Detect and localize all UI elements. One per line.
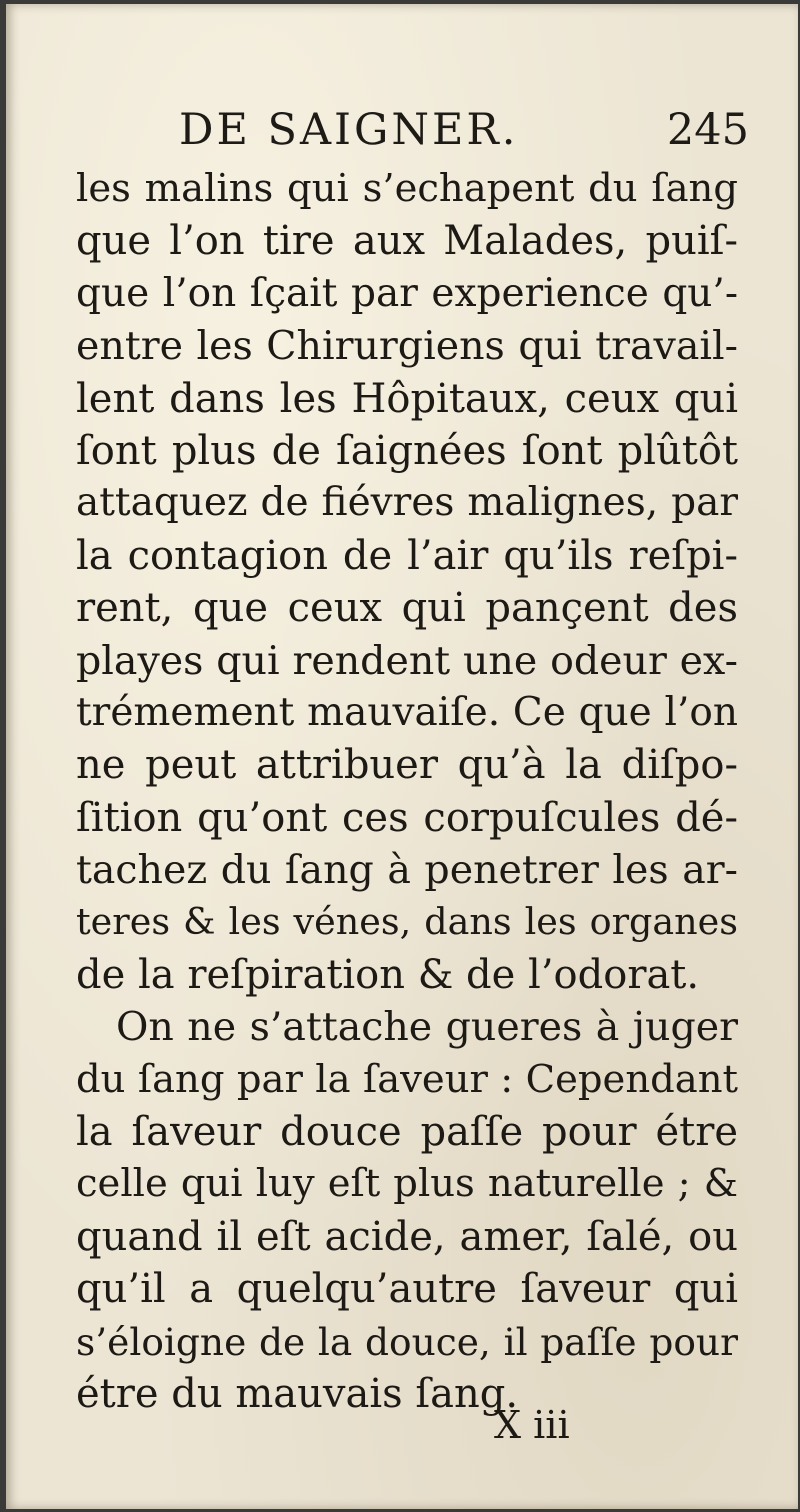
text-line: On ne s’attache gueres à juger: [116, 1004, 738, 1051]
text-line: celle qui luy eſt plus naturelle ; &: [76, 1161, 738, 1207]
text-line: trémement mauvaiſe. Ce que l’on: [76, 689, 738, 735]
text-line: que l’on tire aux Malades, puiſ-: [76, 218, 738, 265]
text-line: du ſang par la ſaveur : Cependant: [76, 1056, 738, 1102]
running-head-title: DE SAIGNER.: [179, 105, 519, 155]
text-line: playes qui rendent une odeur ex-: [76, 637, 738, 684]
text-line: étre du mauvais ſang.: [76, 1370, 519, 1417]
body-text: [76, 163, 738, 1420]
text-line: les malins qui s’echapent du ſang: [76, 166, 738, 211]
text-line: ne peut attribuer qu’à la diſpo-: [76, 742, 738, 789]
text-line: entre les Chirurgiens qui travail-: [76, 323, 738, 370]
signature-mark: X iii: [494, 1403, 570, 1447]
text-line: tachez du ſang à penetrer les ar-: [76, 847, 738, 894]
text-line: teres & les vénes, dans les organes: [76, 900, 738, 944]
text-line: qu’il a quelqu’autre ſaveur qui: [76, 1266, 738, 1313]
text-line: la contagion de l’air qu’ils reſpi-: [76, 532, 738, 579]
page-number: 245: [666, 105, 749, 155]
running-head: [179, 100, 749, 160]
text-line: rent, que ceux qui pançent des: [76, 585, 738, 632]
text-line: lent dans les Hôpitaux, ceux qui: [76, 375, 738, 422]
text-line: quand il eſt acide, amer, ſalé, ou: [76, 1213, 738, 1260]
text-line: que l’on ſçait par experience qu’-: [76, 270, 738, 316]
text-line: attaquez de fiévres malignes, par: [76, 480, 738, 526]
text-line: s’éloigne de la douce, il paſſe pour: [76, 1319, 738, 1364]
text-line: de la reſpiration & de l’odorat.: [76, 951, 700, 998]
text-line: ſition qu’ont ces corpuſcules dé-: [76, 794, 738, 841]
text-line: la ſaveur douce paſſe pour étre: [76, 1109, 738, 1156]
text-line: ſont plus de ſaignées ſont plûtôt: [76, 427, 738, 474]
book-page: [6, 4, 798, 1509]
